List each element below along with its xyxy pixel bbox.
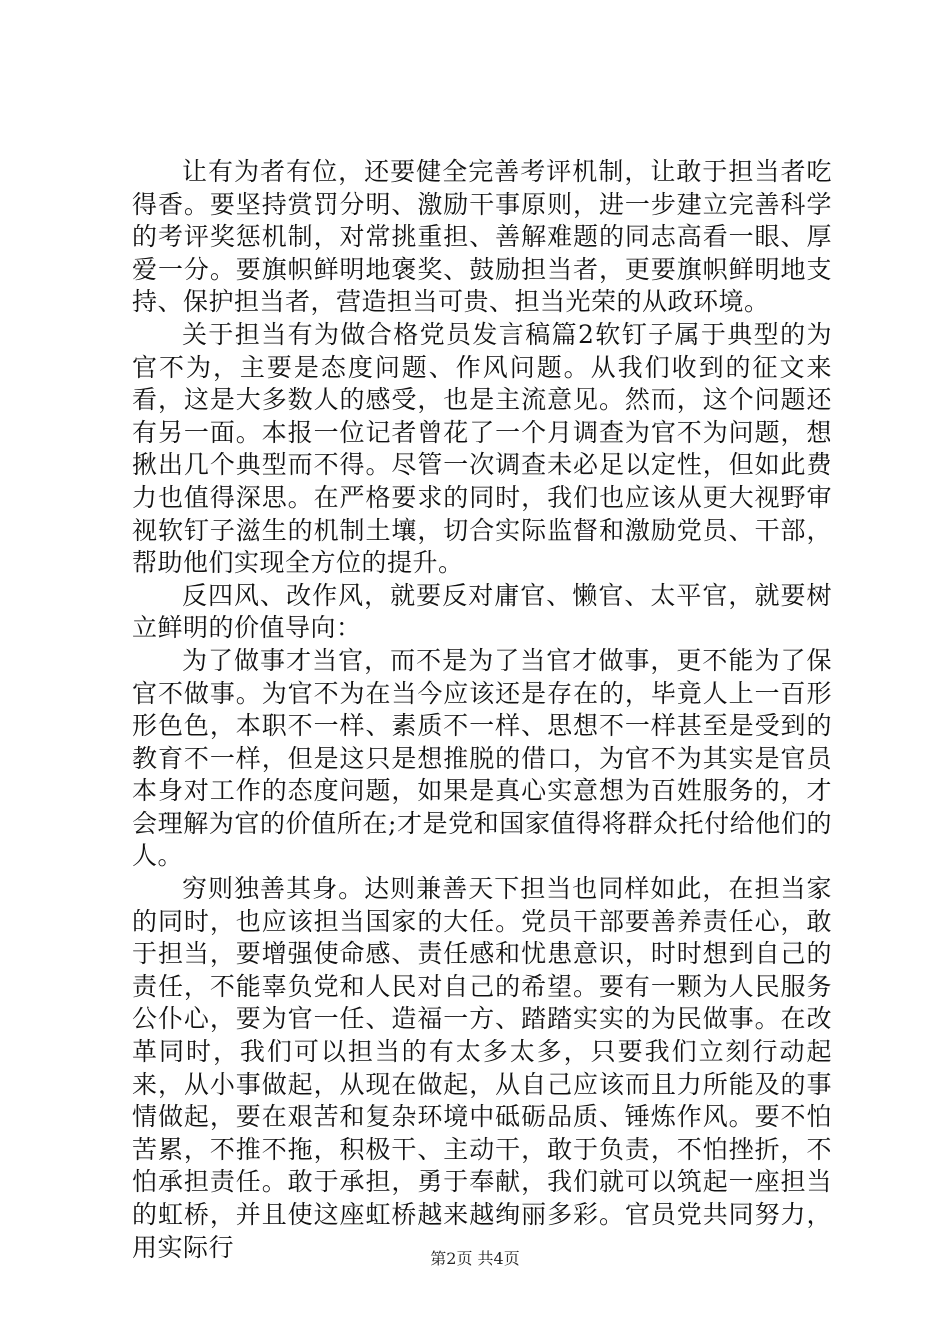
paragraph: 反四风、改作风，就要反对庸官、懒官、太平官，就要树立鲜明的价值导向： (132, 580, 832, 643)
paragraph: 为了做事才当官，而不是为了当官才做事，更不能为了保官不做事。为官不为在当今应该还是存在的，毕竟人上一百形形色色，本职不一样、素质不一样、思想不一样甚至是受到的教育不一样，但是这只是想推脱的借口，为官不为其实是官员本身对工作的态度问题，如果是真心实意想为百姓服务的，才会理解为官的价值所在;才是党和国家值得将群众托付给他们的人。 (132, 645, 832, 871)
paragraph: 关于担当有为做合格党员发言稿篇2软钉子属于典型的为官不为，主要是态度问题、作风问题。从我们收到的征文来看，这是大多数人的感受，也是主流意见。然而，这个问题还有另一面。本报一位记者曾花了一个月调查为官不为问题，想揪出几个典型而不得。尽管一次调查未必足以定性，但如此费力也值得深思。在严格要求的同时，我们也应该从更大视野审视软钉子滋生的机制土壤，切合实际监督和激励党员、干部，帮助他们实现全方位的提升。 (132, 319, 832, 578)
page-footer: 第2页 共4页 (430, 1249, 520, 1268)
paragraph: 穷则独善其身。达则兼善天下担当也同样如此，在担当家的同时，也应该担当国家的大任。党员干部要善养责任心，敢于担当，要增强使命感、责任感和忧患意识，时时想到自己的责任，不能辜负党和人民对自己的希望。要有一颗为人民服务公仆心，要为官一任、造福一方、踏踏实实的为民做事。在改革同时，我们可以担当的有太多太多，只要我们立刻行动起来，从小事做起，从现在做起，从自己应该而且力所能及的事情做起，要在艰苦和复杂环境中砥砺品质、锤炼作风。要不怕苦累，不推不拖，积极干、主动干，敢于负责，不怕挫折，不怕承担责任。敢于承担，勇于奉献，我们就可以筑起一座担当的虹桥，并且使这座虹桥越来越绚丽多彩。官员党共同努力，用实际行 (132, 874, 832, 1262)
paragraph: 让有为者有位，还要健全完善考评机制，让敢于担当者吃得香。要坚持赏罚分明、激励干事原则，进一步建立完善科学的考评奖惩机制，对常挑重担、善解难题的同志高看一眼、厚爱一分。要旗帜鲜明地褒奖、鼓励担当者，更要旗帜鲜明地支持、保护担当者，营造担当可贵、担当光荣的从政环境。 (132, 157, 832, 317)
document-body (132, 156, 832, 1264)
